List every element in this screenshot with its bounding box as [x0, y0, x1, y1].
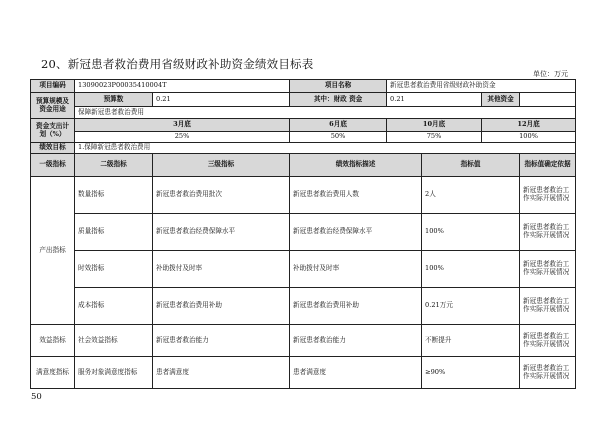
table-row [31, 325, 576, 357]
indicator-value: 不断提升 [422, 325, 520, 357]
indicator-basis: 新冠患者救治工作实际开展情况 [520, 214, 576, 251]
table-row [31, 214, 576, 251]
plan-period-2: 6月底 [290, 119, 387, 132]
page-title: 20、新冠患者救治费用省级财政补助资金绩效目标表 [41, 57, 314, 71]
budget-total-value: 0.21 [153, 93, 290, 107]
plan-value-1: 25% [75, 132, 290, 143]
project-name-label: 项目名称 [290, 80, 387, 93]
indicator-basis: 新冠患者救治工作实际开展情况 [520, 251, 576, 288]
indicator-desc: 新冠患者救治费用补助 [290, 288, 422, 325]
indicator-desc: 补助拨付及时率 [290, 251, 422, 288]
project-code-value: 13090023P00035410004T [75, 80, 290, 93]
project-name-value: 新冠患者救治费用省级财政补助资金 [387, 80, 576, 93]
indicator-level3: 新冠患者救治费用补助 [153, 288, 290, 325]
performance-target-table [30, 79, 576, 389]
level1-output: 产出指标 [31, 177, 75, 325]
fiscal-fund-value: 0.21 [387, 93, 482, 107]
table-row [31, 357, 576, 389]
table-row [31, 177, 576, 214]
indicator-desc: 新冠患者救治经费保障水平 [290, 214, 422, 251]
indicator-basis: 新冠患者救治工作实际开展情况 [520, 288, 576, 325]
indicator-basis: 新冠患者救治工作实际开展情况 [520, 357, 576, 389]
header-level2: 二级指标 [75, 154, 153, 177]
level1-benefit: 效益指标 [31, 325, 75, 357]
budget-total-label: 预算数 [75, 93, 153, 107]
indicator-level3: 新冠患者救治经费保障水平 [153, 214, 290, 251]
indicator-level2: 时效指标 [75, 251, 153, 288]
indicator-value: ≥90% [422, 357, 520, 389]
indicator-level3: 新冠患者救治费用批次 [153, 177, 290, 214]
purpose-row [31, 107, 576, 119]
plan-value-4: 100% [482, 132, 576, 143]
plan-period-1: 3月底 [75, 119, 290, 132]
indicator-level2: 社会效益指标 [75, 325, 153, 357]
indicator-value: 100% [422, 214, 520, 251]
table-row [31, 288, 576, 325]
indicator-desc: 新冠患者救治能力 [290, 325, 422, 357]
indicator-desc: 新冠患者救治费用人数 [290, 177, 422, 214]
indicator-level3: 患者满意度 [153, 357, 290, 389]
header-desc: 绩效指标描述 [290, 154, 422, 177]
indicator-level2: 成本指标 [75, 288, 153, 325]
indicator-value: 0.21万元 [422, 288, 520, 325]
indicator-basis: 新冠患者救治工作实际开展情况 [520, 325, 576, 357]
goal-row [31, 143, 576, 154]
fiscal-fund-label: 其中：财政 资金 [290, 93, 387, 107]
indicator-basis: 新冠患者救治工作实际开展情况 [520, 177, 576, 214]
plan-label: 资金支出计划（%） [31, 119, 75, 143]
goal-value: 1.保障新冠患者救治费用 [75, 143, 576, 154]
indicator-level2: 服务对象满意度指标 [75, 357, 153, 389]
budget-label: 预算规模及资金用途 [31, 93, 75, 119]
indicator-value: 2人 [422, 177, 520, 214]
header-level1: 一级指标 [31, 154, 75, 177]
plan-value-row [31, 132, 576, 143]
project-code-label: 项目编码 [31, 80, 75, 93]
indicator-level3: 补助拨付及时率 [153, 251, 290, 288]
plan-value-2: 50% [290, 132, 387, 143]
unit-note: 单位：万元 [533, 70, 568, 78]
indicator-level2: 质量指标 [75, 214, 153, 251]
header-basis: 指标值确定依据 [520, 154, 576, 177]
plan-header-row [31, 119, 576, 132]
budget-purpose: 保障新冠患者救治费用 [75, 107, 576, 119]
header-level3: 三级指标 [153, 154, 290, 177]
indicator-level2: 数量指标 [75, 177, 153, 214]
page-number: 50 [31, 392, 42, 402]
table-row [31, 251, 576, 288]
plan-period-3: 10月底 [387, 119, 482, 132]
level1-satisfaction: 满意度指标 [31, 357, 75, 389]
plan-period-4: 12月底 [482, 119, 576, 132]
indicator-header-row [31, 154, 576, 177]
indicator-value: 100% [422, 251, 520, 288]
project-row [31, 80, 576, 93]
budget-row [31, 93, 576, 107]
header-value: 指标值 [422, 154, 520, 177]
indicator-level3: 新冠患者救治能力 [153, 325, 290, 357]
goal-label: 绩效目标 [31, 143, 75, 154]
other-fund-value [520, 93, 576, 107]
plan-value-3: 75% [387, 132, 482, 143]
other-fund-label: 其他资金 [482, 93, 520, 107]
indicator-desc: 患者满意度 [290, 357, 422, 389]
